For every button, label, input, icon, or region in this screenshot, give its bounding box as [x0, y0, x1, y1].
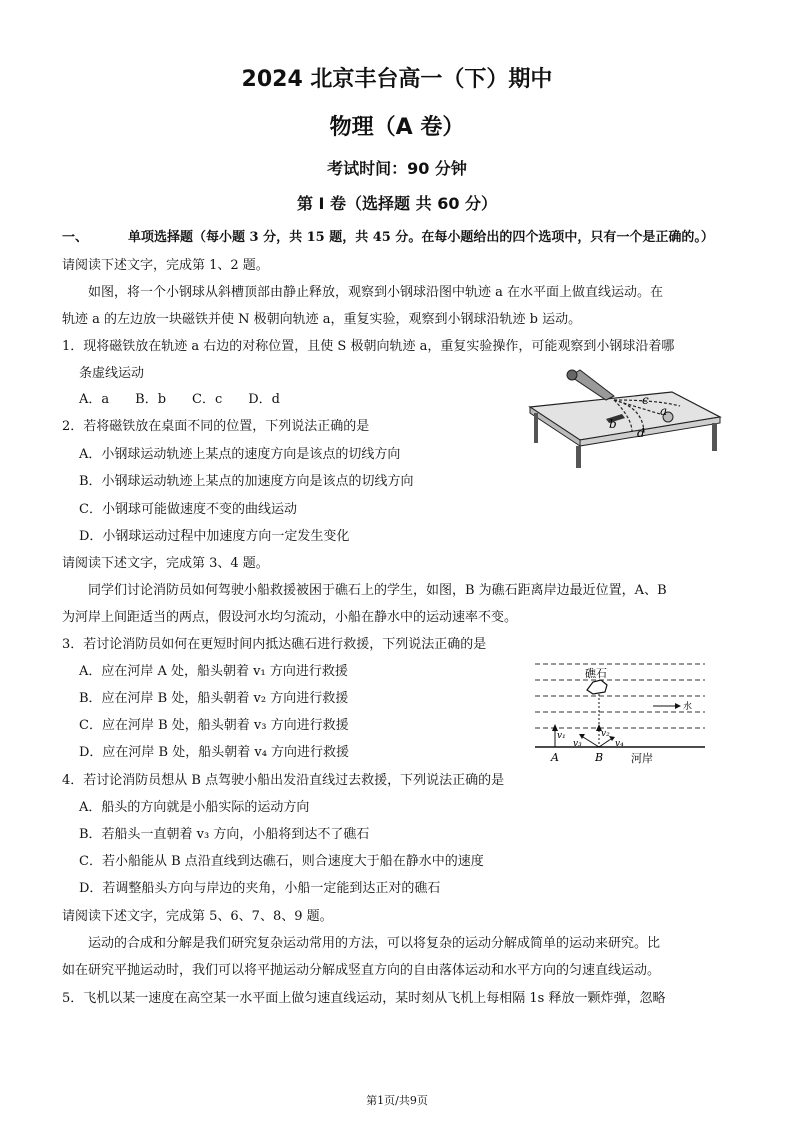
v3-label: v₃ [573, 739, 582, 749]
section-title: 第 I 卷（选择题 共 60 分） [296, 194, 498, 213]
v2-label: v₂ [601, 729, 610, 739]
subject-title: 物理（A 卷） [329, 115, 465, 140]
q1-stem-1: 1．现将磁铁放在轨迹 a 右边的对称位置，且使 S 极朝向轨迹 a，重复实验操作，可能观察到小钢球沿着哪 [62, 339, 675, 354]
reading-2-line-1: 同学们讨论消防员如何驾驶小船救援被困于礁石上的学生，如图，B 为礁石距离岸边最近位置，A、B [88, 583, 667, 598]
q2-option-b: B．小钢球运动轨迹上某点的加速度方向是该点的切线方向 [79, 474, 414, 489]
part-number: 一、 [62, 230, 89, 245]
q3-stem: 3．若讨论消防员如何在更短时间内抵达礁石进行救援，下列说法正确的是 [62, 637, 487, 652]
reading-intro-2: 请阅读下述文字，完成第 3、4 题。 [62, 556, 269, 571]
exam-title: 2024 北京丰台高一（下）期中 [241, 67, 553, 92]
reading-intro-3: 请阅读下述文字，完成第 5、6、7、8、9 题。 [62, 909, 333, 924]
q4-option-a: A．船头的方向就是小船实际的运动方向 [79, 800, 310, 815]
q2-stem: 2．若将磁铁放在桌面不同的位置，下列说法正确的是 [62, 419, 370, 434]
q1-options: A．a B．b C．c D．d [79, 392, 280, 407]
reading-1-line-1: 如图，将一个小钢球从斜槽顶部由静止释放，观察到小钢球沿图中轨迹 a 在水平面上做直线运动。在 [88, 285, 664, 300]
exam-time: 考试时间：90 分钟 [327, 159, 467, 178]
page-number: 第1页/共9页 [366, 1094, 428, 1107]
q4-option-c: C．若小船能从 B 点沿直线到达礁石，则合速度大于船在静水中的速度 [79, 854, 484, 869]
q2-option-a: A．小钢球运动轨迹上某点的速度方向是该点的切线方向 [79, 447, 401, 462]
q4-option-d: D．若调整船头方向与岸边的夹角，小船一定能到达正对的礁石 [79, 881, 441, 896]
chute-table-figure [522, 362, 722, 470]
trajectory-label-d: d [637, 426, 645, 440]
v1-label: v₁ [557, 731, 566, 741]
reading-intro-1: 请阅读下述文字，完成第 1、2 题。 [62, 258, 269, 273]
q3-option-a: A．应在河岸 A 处，船头朝着 v₁ 方向进行救援 [79, 664, 348, 679]
reading-2-line-2: 为河岸上间距适当的两点，假设河水均匀流动，小船在静水中的运动速率不变。 [62, 610, 518, 625]
q2-option-c: C．小钢球可能做速度不变的曲线运动 [79, 502, 297, 517]
rock-label: 礁石 [585, 667, 607, 680]
water-label: 水 [683, 702, 693, 712]
trajectory-label-c: c [642, 393, 649, 407]
reading-3-line-2: 如在研究平抛运动时，我们可以将平抛运动分解成竖直方向的自由落体运动和水平方向的匀速直线运动。 [62, 963, 661, 978]
river-rock-figure [535, 660, 705, 770]
v4-label: v₄ [615, 739, 624, 749]
reading-1-line-2: 轨迹 a 的左边放一块磁铁并使 N 极朝向轨迹 a，重复实验，观察到小钢球沿轨迹 b 运动。 [62, 312, 582, 327]
trajectory-label-b: b [609, 417, 617, 431]
q2-option-d: D．小钢球运动过程中加速度方向一定发生变化 [79, 529, 350, 544]
part-description: 单项选择题（每小题 3 分，共 15 题，共 45 分。在每小题给出的四个选项中，只有一个是正确的。） [128, 230, 714, 245]
reading-3-line-1: 运动的合成和分解是我们研究复杂运动常用的方法，可以将复杂的运动分解成简单的运动来研究。比 [88, 936, 661, 951]
point-b-label: B [595, 751, 604, 764]
point-a-label: A [551, 751, 559, 764]
q1-stem-2: 条虚线运动 [79, 366, 145, 381]
q4-option-b: B．若船头一直朝着 v₃ 方向，小船将到达不了礁石 [79, 827, 370, 842]
shore-label: 河岸 [631, 752, 653, 765]
q4-stem: 4．若讨论消防员想从 B 点驾驶小船出发沿直线过去救援，下列说法正确的是 [62, 773, 505, 788]
q5-stem: 5．飞机以某一速度在高空某一水平面上做匀速直线运动，某时刻从飞机上每相隔 1s 释放一颗炸弹，忽略 [62, 991, 666, 1006]
trajectory-label-a: a [660, 404, 668, 418]
q3-option-b: B．应在河岸 B 处，船头朝着 v₂ 方向进行救援 [79, 691, 349, 706]
q3-option-d: D．应在河岸 B 处，船头朝着 v₄ 方向进行救援 [79, 745, 350, 760]
q3-option-c: C．应在河岸 B 处，船头朝着 v₃ 方向进行救援 [79, 718, 349, 733]
